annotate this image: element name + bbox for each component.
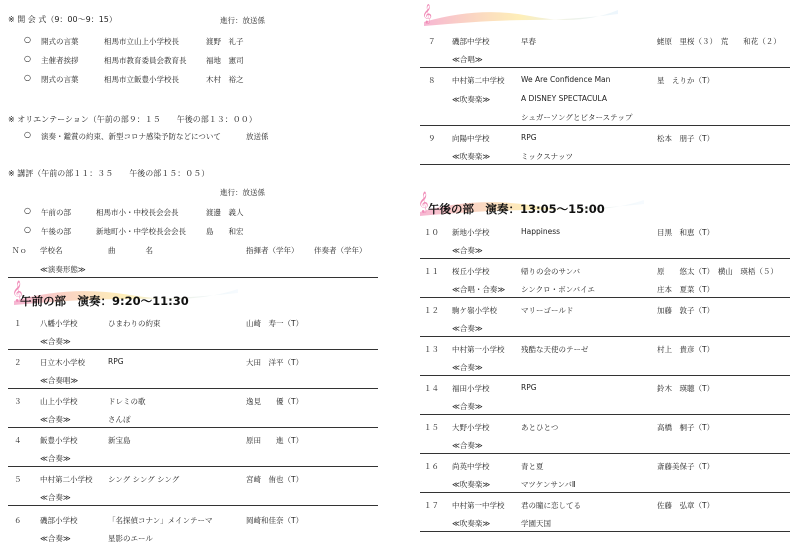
divider <box>420 531 790 532</box>
row-song: 残酷な天使のテーゼ <box>521 345 589 354</box>
circle-bullet-icon: ○ <box>24 54 31 63</box>
row-song: 青と夏 <box>521 462 544 471</box>
svg-text:𝄞: 𝄞 <box>12 281 23 302</box>
row-form: ≪合唱≫ <box>452 55 483 64</box>
row-school: 八幡小学校 <box>40 319 78 328</box>
opening-header: ※ 開 会 式（9：00～9：15） <box>8 15 117 24</box>
row-school: 山上小学校 <box>40 397 78 406</box>
row-no: １６ <box>424 462 439 471</box>
divider <box>8 505 378 506</box>
row-song: We Are Confidence Man <box>521 75 611 84</box>
svg-text:𝄞: 𝄞 <box>418 192 429 213</box>
divider <box>420 492 790 493</box>
row-no: ９ <box>428 134 436 143</box>
opening-name: 渡野 礼子 <box>206 37 244 46</box>
review-role: 午後の部 <box>41 227 71 236</box>
row-song: マツケンサンバⅡ <box>521 480 576 489</box>
row-conductor: 星 えりか（T） <box>657 76 715 85</box>
svg-text:𝄞: 𝄞 <box>422 4 433 24</box>
row-no: １０ <box>424 228 439 237</box>
row-school: 中村第二小学校 <box>40 475 93 484</box>
divider <box>420 258 790 259</box>
music-note-banner-icon <box>420 2 620 28</box>
row-form: ≪吹奏楽≫ <box>452 95 491 104</box>
divider <box>8 388 378 389</box>
row-form: ≪合奏≫ <box>452 246 483 255</box>
opening-role: 開式の言葉 <box>41 37 79 46</box>
divider <box>420 67 790 68</box>
row-school: 磯部小学校 <box>40 516 78 525</box>
opening-name: 福地 憲司 <box>206 56 244 65</box>
row-conductor: 宮崎 侑也（T） <box>246 475 304 484</box>
row-form: ≪合奏≫ <box>452 402 483 411</box>
row-conductor: 蛯原 里桜（３） 荒 和花（２） <box>657 37 781 46</box>
row-song: シュガーソングとビターステップ <box>521 113 633 122</box>
row-song: さんぽ <box>108 415 131 424</box>
opening-role: 主催者挨拶 <box>41 56 79 65</box>
orientation-item: 演奏・鑑賞の約束、新型コロナ感染予防などについて <box>41 132 221 141</box>
row-song: ミックスナッツ <box>521 152 573 161</box>
row-form: ≪合奏唱≫ <box>40 376 79 385</box>
afternoon-title: 午後の部 演奏：13:05～15:00 <box>428 202 605 216</box>
row-no: ４ <box>14 436 22 445</box>
row-form: ≪合奏≫ <box>40 493 71 502</box>
divider <box>420 297 790 298</box>
row-no: １ <box>14 319 22 328</box>
row-no: １１ <box>424 267 439 276</box>
row-form: ≪合奏≫ <box>40 454 71 463</box>
orientation-by: 放送係 <box>246 132 269 141</box>
row-no: ３ <box>14 397 22 406</box>
row-song: 星影のエール <box>108 534 153 543</box>
opening-progress: 進行：放送係 <box>220 16 265 25</box>
row-school: 飯豊小学校 <box>40 436 78 445</box>
row-conductor: 目黒 和恵（T） <box>657 228 715 237</box>
review-name: 島 和宏 <box>206 227 244 236</box>
circle-bullet-icon: ○ <box>24 35 31 44</box>
review-org: 相馬市小・中校長会会長 <box>96 208 179 217</box>
circle-bullet-icon: ○ <box>24 130 31 139</box>
opening-org: 相馬市教育委員会教育長 <box>104 56 187 65</box>
row-no: ７ <box>428 37 436 46</box>
circle-bullet-icon: ○ <box>24 73 31 82</box>
row-conductor: 高橋 桐子（T） <box>657 423 715 432</box>
row-conductor: 原 悠太（T） 横山 瑛梧（５） <box>657 267 778 276</box>
row-school: 福田小学校 <box>452 384 490 393</box>
opening-name: 木村 裕之 <box>206 75 244 84</box>
col-no: Ｎｏ <box>12 246 27 255</box>
row-no: ５ <box>14 475 22 484</box>
row-no: １５ <box>424 423 439 432</box>
row-song: 「名探偵コナン」メインテーマ <box>108 516 213 525</box>
row-school: 向陽中学校 <box>452 134 490 143</box>
row-school: 中村第一中学校 <box>452 501 505 510</box>
row-song: A DISNEY SPECTACULA <box>521 94 608 103</box>
opening-org: 相馬市立山上小学校長 <box>104 37 179 46</box>
circle-bullet-icon: ○ <box>24 206 31 215</box>
col-conductor: 指揮者（学年） <box>246 246 299 255</box>
row-no: ６ <box>14 516 22 525</box>
row-song: RPG <box>108 357 124 366</box>
divider <box>420 453 790 454</box>
row-no: １４ <box>424 384 439 393</box>
row-school: 桜丘小学校 <box>452 267 490 276</box>
row-conductor: 加藤 敦子（T） <box>657 306 715 315</box>
review-org: 新地町小・中学校長会会長 <box>96 227 186 236</box>
row-form: ≪合奏≫ <box>452 363 483 372</box>
col-form: ≪演奏形態≫ <box>40 265 86 274</box>
row-song: 新宝島 <box>108 436 131 445</box>
row-song: あとひとつ <box>521 423 559 432</box>
row-song: ドレミの歌 <box>108 397 146 406</box>
row-song: RPG <box>521 383 537 392</box>
circle-bullet-icon: ○ <box>24 225 31 234</box>
row-song: Happiness <box>521 227 561 236</box>
row-school: 日立木小学校 <box>40 358 85 367</box>
divider <box>420 375 790 376</box>
row-conductor: 大田 洋平（T） <box>246 358 304 367</box>
row-song: 帰りの会のサンバ <box>521 267 581 276</box>
row-song: RPG <box>521 133 537 142</box>
row-conductor: 鈴木 瑛聴（T） <box>657 384 715 393</box>
row-conductor: 村上 貴彦（T） <box>657 345 715 354</box>
row-song: マリーゴールド <box>521 306 574 315</box>
review-name: 渡邊 義人 <box>206 208 244 217</box>
row-conductor: 原田 進（T） <box>246 436 304 445</box>
row-no: １２ <box>424 306 439 315</box>
row-school: 大野小学校 <box>452 423 490 432</box>
row-no: １７ <box>424 501 439 510</box>
review-role: 午前の部 <box>41 208 71 217</box>
row-song: シンクロ・ボンバイエ <box>521 285 595 294</box>
orientation-header: ※ オリエンテーション（午前の部９：１５ 午後の部１３：００） <box>8 115 257 124</box>
row-conductor: 斎藤美保子（T） <box>657 462 715 471</box>
divider <box>8 349 378 350</box>
divider <box>420 125 790 126</box>
row-no: １３ <box>424 345 439 354</box>
review-progress: 進行：放送係 <box>220 188 265 197</box>
row-school: 駒ケ嶺小学校 <box>452 306 497 315</box>
divider <box>8 427 378 428</box>
row-conductor: 松本 朋子（T） <box>657 134 715 143</box>
divider <box>420 336 790 337</box>
row-form: ≪吹奏楽≫ <box>452 152 491 161</box>
col-song: 曲 名 <box>108 246 153 255</box>
row-school: 中村第二中学校 <box>452 76 505 85</box>
row-conductor: 庄本 夏菜（T） <box>657 285 715 294</box>
col-arranger: 伴奏者（学年） <box>314 246 367 255</box>
row-school: 尚英中学校 <box>452 462 490 471</box>
row-form: ≪合唱・合奏≫ <box>452 285 506 294</box>
row-no: ２ <box>14 358 22 367</box>
row-form: ≪合奏≫ <box>452 324 483 333</box>
row-school: 中村第一小学校 <box>452 345 505 354</box>
row-no: ８ <box>428 76 436 85</box>
row-song: 君の瞳に恋してる <box>521 501 581 510</box>
row-song: 早春 <box>521 37 536 46</box>
row-song: シング シング シング <box>108 475 180 484</box>
row-song: ひまわりの約束 <box>108 319 161 328</box>
divider <box>8 466 378 467</box>
row-school: 新地小学校 <box>452 228 490 237</box>
row-form: ≪合奏≫ <box>452 441 483 450</box>
row-conductor: 逸見 優（T） <box>246 397 304 406</box>
divider <box>420 414 790 415</box>
opening-org: 相馬市立飯豊小学校長 <box>104 75 179 84</box>
row-form: ≪吹奏楽≫ <box>452 480 491 489</box>
divider <box>8 277 378 278</box>
row-form: ≪合奏≫ <box>40 534 71 543</box>
col-school: 学校名 <box>40 246 63 255</box>
row-school: 磯部中学校 <box>452 37 490 46</box>
row-conductor: 岡崎和佳奈（T） <box>246 516 304 525</box>
opening-role: 閉式の言葉 <box>41 75 79 84</box>
row-conductor: 山崎 寿一（T） <box>246 319 304 328</box>
morning-title: 午前の部 演奏：9:20～11:30 <box>20 294 189 308</box>
row-form: ≪合奏≫ <box>40 337 71 346</box>
row-form: ≪吹奏楽≫ <box>452 519 491 528</box>
divider <box>420 164 790 165</box>
review-header: ※ 講評（午前の部１１：３５ 午後の部１５：０５） <box>8 169 210 178</box>
row-song: 学園天国 <box>521 519 551 528</box>
row-form: ≪合奏≫ <box>40 415 71 424</box>
row-conductor: 佐藤 弘章（T） <box>657 501 715 510</box>
